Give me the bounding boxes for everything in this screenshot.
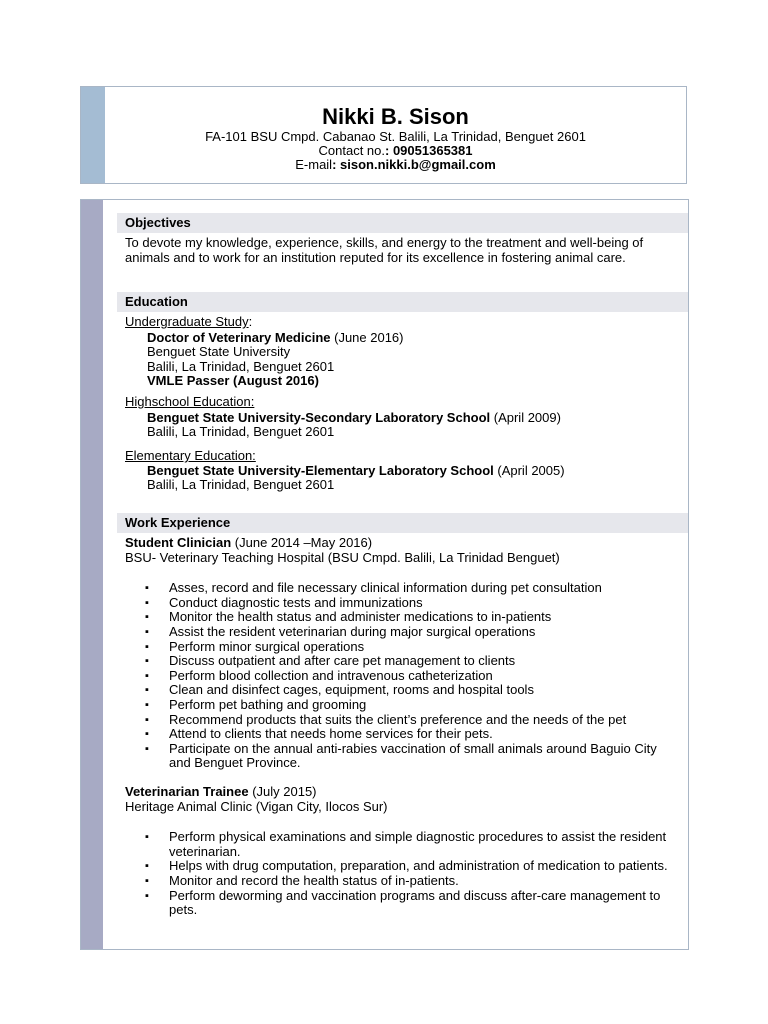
elementary-line [125,464,668,479]
objectives-text: To devote my knowledge, experience, skills, and energy to the treatment and well-being of animals and to work for an institution reputed for its excellence in fostering animal care. [125,235,644,265]
job1-dates: (June 2014 –May 2016) [231,535,373,550]
job1-place: BSU- Veterinary Teaching Hospital (BSU Cmpd. Balili, La Trinidad Benguet) [125,549,560,565]
highschool-address: Balili, La Trinidad, Benguet 2601 [147,424,335,440]
degree-title: Doctor of Veterinary Medicine [147,329,331,345]
undergrad-section [125,315,668,389]
degree-line [125,331,668,346]
objectives-heading: Objectives [117,213,688,233]
list-item: ▪ Monitor and record the health status of in-patients. [125,874,668,889]
highschool-line [125,411,668,426]
education-heading: Education [117,292,688,312]
header-accent-stripe [81,87,105,183]
list-item: ▪ Perform blood collection and intravenous catheterization [125,669,668,684]
email-address: sison.nikki.b@gmail.com [336,157,496,172]
job1-title: Student Clinician [125,535,232,550]
list-item: ▪ Helps with drug computation, preparation, and administration of medication to patients. [125,859,668,874]
contact-label: Contact no. [318,143,385,158]
work-heading: Work Experience [117,513,688,533]
list-item: ▪ Participate on the annual anti-rabies vaccination of small animals around Baguio City and Benguet Province. [125,742,668,771]
list-item: ▪ Perform deworming and vaccination programs and discuss after-care management to pets. [125,889,668,918]
email-colon: : [332,157,337,172]
applicant-name: Nikki B. Sison [322,104,469,129]
undergrad-colon: : [248,314,253,329]
undergrad-school: Benguet State University [147,344,291,360]
resume-body [80,199,689,950]
list-item: ▪ Assist the resident veterinarian during major surgical operations [125,625,668,640]
highschool-label: Highschool Education: [125,394,255,409]
email-label: E-mail [295,157,333,172]
elementary-section [125,449,668,493]
email-line [105,158,686,172]
licensure: VMLE Passer (August 2016) [147,373,319,389]
list-item: ▪ Asses, record and file necessary clinical information during pet consultation [125,581,668,596]
undergrad-label: Undergraduate Study [125,314,249,329]
list-item: ▪ Attend to clients that needs home services for their pets. [125,727,668,742]
highschool-date: (April 2009) [490,409,561,425]
job2-place: Heritage Animal Clinic (Vigan City, Ilocos Sur) [125,798,388,814]
job-veterinarian-trainee [125,785,668,918]
contact-colon: : [385,143,390,158]
job2-title-line [125,785,668,800]
header-box [80,86,687,184]
highschool-section [125,395,668,440]
degree-date: (June 2016) [330,329,404,345]
undergrad-label-line [125,315,668,330]
undergrad-address: Balili, La Trinidad, Benguet 2601 [147,358,335,374]
elementary-date: (April 2005) [493,462,565,478]
job2-dates: (July 2015) [248,784,317,799]
contact-line [105,144,686,158]
body-accent-stripe [81,200,103,949]
list-item: ▪ Monitor the health status and administer medications to in-patients [125,610,668,625]
contact-number: 09051365381 [389,143,473,158]
job-student-clinician [125,536,668,771]
job1-duties [125,581,668,771]
elementary-label: Elementary Education: [125,448,256,463]
list-item: ▪ Clean and disinfect cages, equipment, rooms and hospital tools [125,683,668,698]
list-item: ▪ Conduct diagnostic tests and immunizations [125,596,668,611]
list-item: ▪ Perform minor surgical operations [125,640,668,655]
job2-title: Veterinarian Trainee [125,784,249,799]
elementary-address: Balili, La Trinidad, Benguet 2601 [147,477,335,493]
job1-title-line [125,536,668,551]
elementary-school: Benguet State University-Elementary Laboratory School [147,462,494,478]
address: FA-101 BSU Cmpd. Cabanao St. Balili, La Trinidad, Benguet 2601 [205,129,586,144]
list-item: ▪ Perform pet bathing and grooming [125,698,668,713]
header-text [105,87,686,172]
job2-duties [125,830,668,918]
list-item: ▪ Discuss outpatient and after care pet management to clients [125,654,668,669]
list-item: ▪ Perform physical examinations and simple diagnostic procedures to assist the resident veterinarian. [125,830,668,859]
list-item: ▪ Recommend products that suits the client’s preference and the needs of the pet [125,713,668,728]
highschool-school: Benguet State University-Secondary Laboratory School [147,409,491,425]
